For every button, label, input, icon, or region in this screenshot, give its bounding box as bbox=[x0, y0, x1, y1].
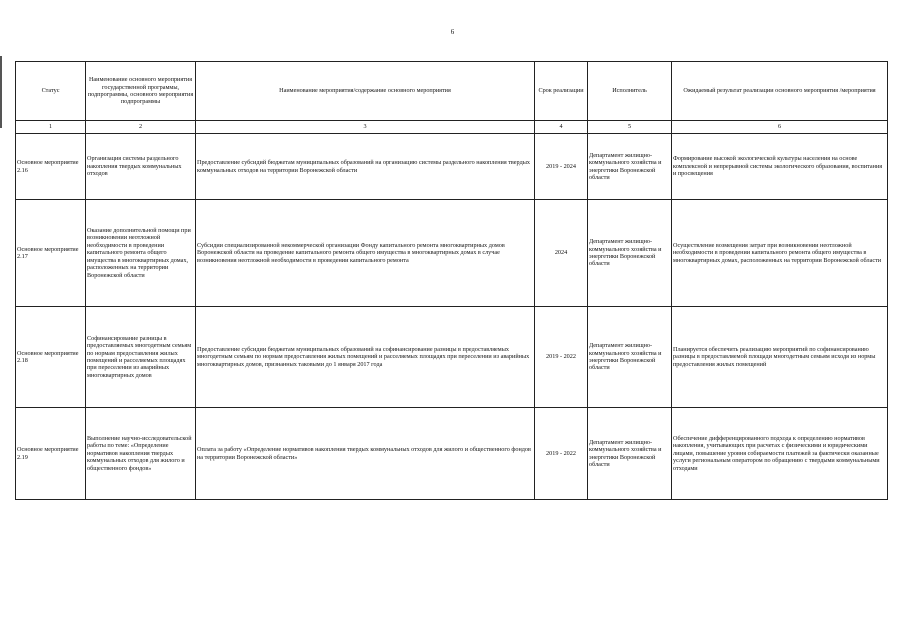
table-row bbox=[16, 134, 888, 200]
column-number: 4 bbox=[535, 121, 588, 134]
cell-result: Формирование высокой экологической культуры населения на основе комплексной и непрерывной системы экологического образования, воспитания и просвещения bbox=[672, 134, 888, 200]
table-row bbox=[16, 200, 888, 307]
table-row bbox=[16, 408, 888, 500]
cell-activity: Оплата за работу «Определение нормативов накопления твердых коммунальных отходов для жилого и общественного фондов на территории Воронежской области» bbox=[196, 408, 535, 500]
column-number: 3 bbox=[196, 121, 535, 134]
column-number-row bbox=[16, 121, 888, 134]
cell-activity: Предоставление субсидии бюджетам муниципальных образований на софинансирование разницы в предоставляемых многодетным семьям по нормам предоставления жилых помещений и расселяемых площадях при переселении из аварийных многоквартирных домов, признанных таковыми до 1 января 2017 года bbox=[196, 307, 535, 408]
cell-status: Основное мероприятие 2.17 bbox=[16, 200, 86, 307]
header-executor: Исполнитель bbox=[588, 62, 672, 121]
cell-period: 2024 bbox=[535, 200, 588, 307]
cell-period: 2019 - 2024 bbox=[535, 134, 588, 200]
column-number: 2 bbox=[86, 121, 196, 134]
cell-program-name: Организация системы раздельного накопления твердых коммунальных отходов bbox=[86, 134, 196, 200]
activities-table bbox=[15, 61, 888, 500]
header-result: Ожидаемый результат реализации основного мероприятия /мероприятия bbox=[672, 62, 888, 121]
cell-status: Основное мероприятие 2.19 bbox=[16, 408, 86, 500]
cell-status: Основное мероприятие 2.16 bbox=[16, 134, 86, 200]
column-number: 1 bbox=[16, 121, 86, 134]
binding-mark bbox=[0, 56, 2, 128]
column-number: 6 bbox=[672, 121, 888, 134]
cell-result: Обеспечение дифференцированного подхода к определению нормативов накопления, учитывающих при расчетах с физическими и юридическими лицами, повышение уровня собираемости платежей за фактически оказанные услуги региональным оператором по обращению с твердыми коммунальными отходами bbox=[672, 408, 888, 500]
table-header-row bbox=[16, 62, 888, 121]
cell-program-name: Софинансирование разницы в предоставляемых многодетным семьям по нормам предоставления жилых помещений и расселяемых площадях при переселении из аварийных многоквартирных домов bbox=[86, 307, 196, 408]
header-period: Срок реализации bbox=[535, 62, 588, 121]
cell-result: Осуществление возмещения затрат при возникновении неотложной необходимости в проведении капитального ремонта общего имущества в многоквартирных домах, расположенных на территории Воронежской области bbox=[672, 200, 888, 307]
cell-activity: Субсидии специализированной некоммерческой организации Фонду капитального ремонта многоквартирных домов Воронежской области на проведение капитального ремонта общего имущества в многоквартирных домах в случае возникновения неотложной необходимости в проведении капитального ремонта bbox=[196, 200, 535, 307]
cell-period: 2019 - 2022 bbox=[535, 307, 588, 408]
cell-program-name: Выполнение научно-исследовательской работы по теме: «Определение нормативов накопления твердых коммунальных отходов для жилого и общественного фондов» bbox=[86, 408, 196, 500]
cell-executor: Департамент жилищно-коммунального хозяйства и энергетики Воронежской области bbox=[588, 200, 672, 307]
cell-period: 2019 - 2022 bbox=[535, 408, 588, 500]
table-row bbox=[16, 307, 888, 408]
cell-activity: Предоставление субсидий бюджетам муниципальных образований на организацию системы раздельного накопления твердых коммунальных отходов на территории Воронежской области bbox=[196, 134, 535, 200]
page-number: 6 bbox=[450, 28, 455, 36]
cell-status: Основное мероприятие 2.18 bbox=[16, 307, 86, 408]
cell-executor: Департамент жилищно-коммунального хозяйства и энергетики Воронежской области bbox=[588, 408, 672, 500]
header-status: Статус bbox=[16, 62, 86, 121]
column-number: 5 bbox=[588, 121, 672, 134]
header-program-name: Наименование основного мероприятия государственной программы, подпрограммы, основного мероприятия подпрограммы bbox=[86, 62, 196, 121]
header-activity-name: Наименование мероприятия/содержание основного мероприятия bbox=[196, 62, 535, 121]
cell-result: Планируется обеспечить реализацию мероприятий по софинансированию разницы в предоставляемой площади многодетным семьям исходя из нормы предоставления жилых помещений bbox=[672, 307, 888, 408]
cell-executor: Департамент жилищно-коммунального хозяйства и энергетики Воронежской области bbox=[588, 307, 672, 408]
cell-program-name: Оказание дополнительной помощи при возникновении неотложной необходимости в проведении капитального ремонта общего имущества в многоквартирных домах, расположенных на территории Воронежской области bbox=[86, 200, 196, 307]
cell-executor: Департамент жилищно-коммунального хозяйства и энергетики Воронежской области bbox=[588, 134, 672, 200]
